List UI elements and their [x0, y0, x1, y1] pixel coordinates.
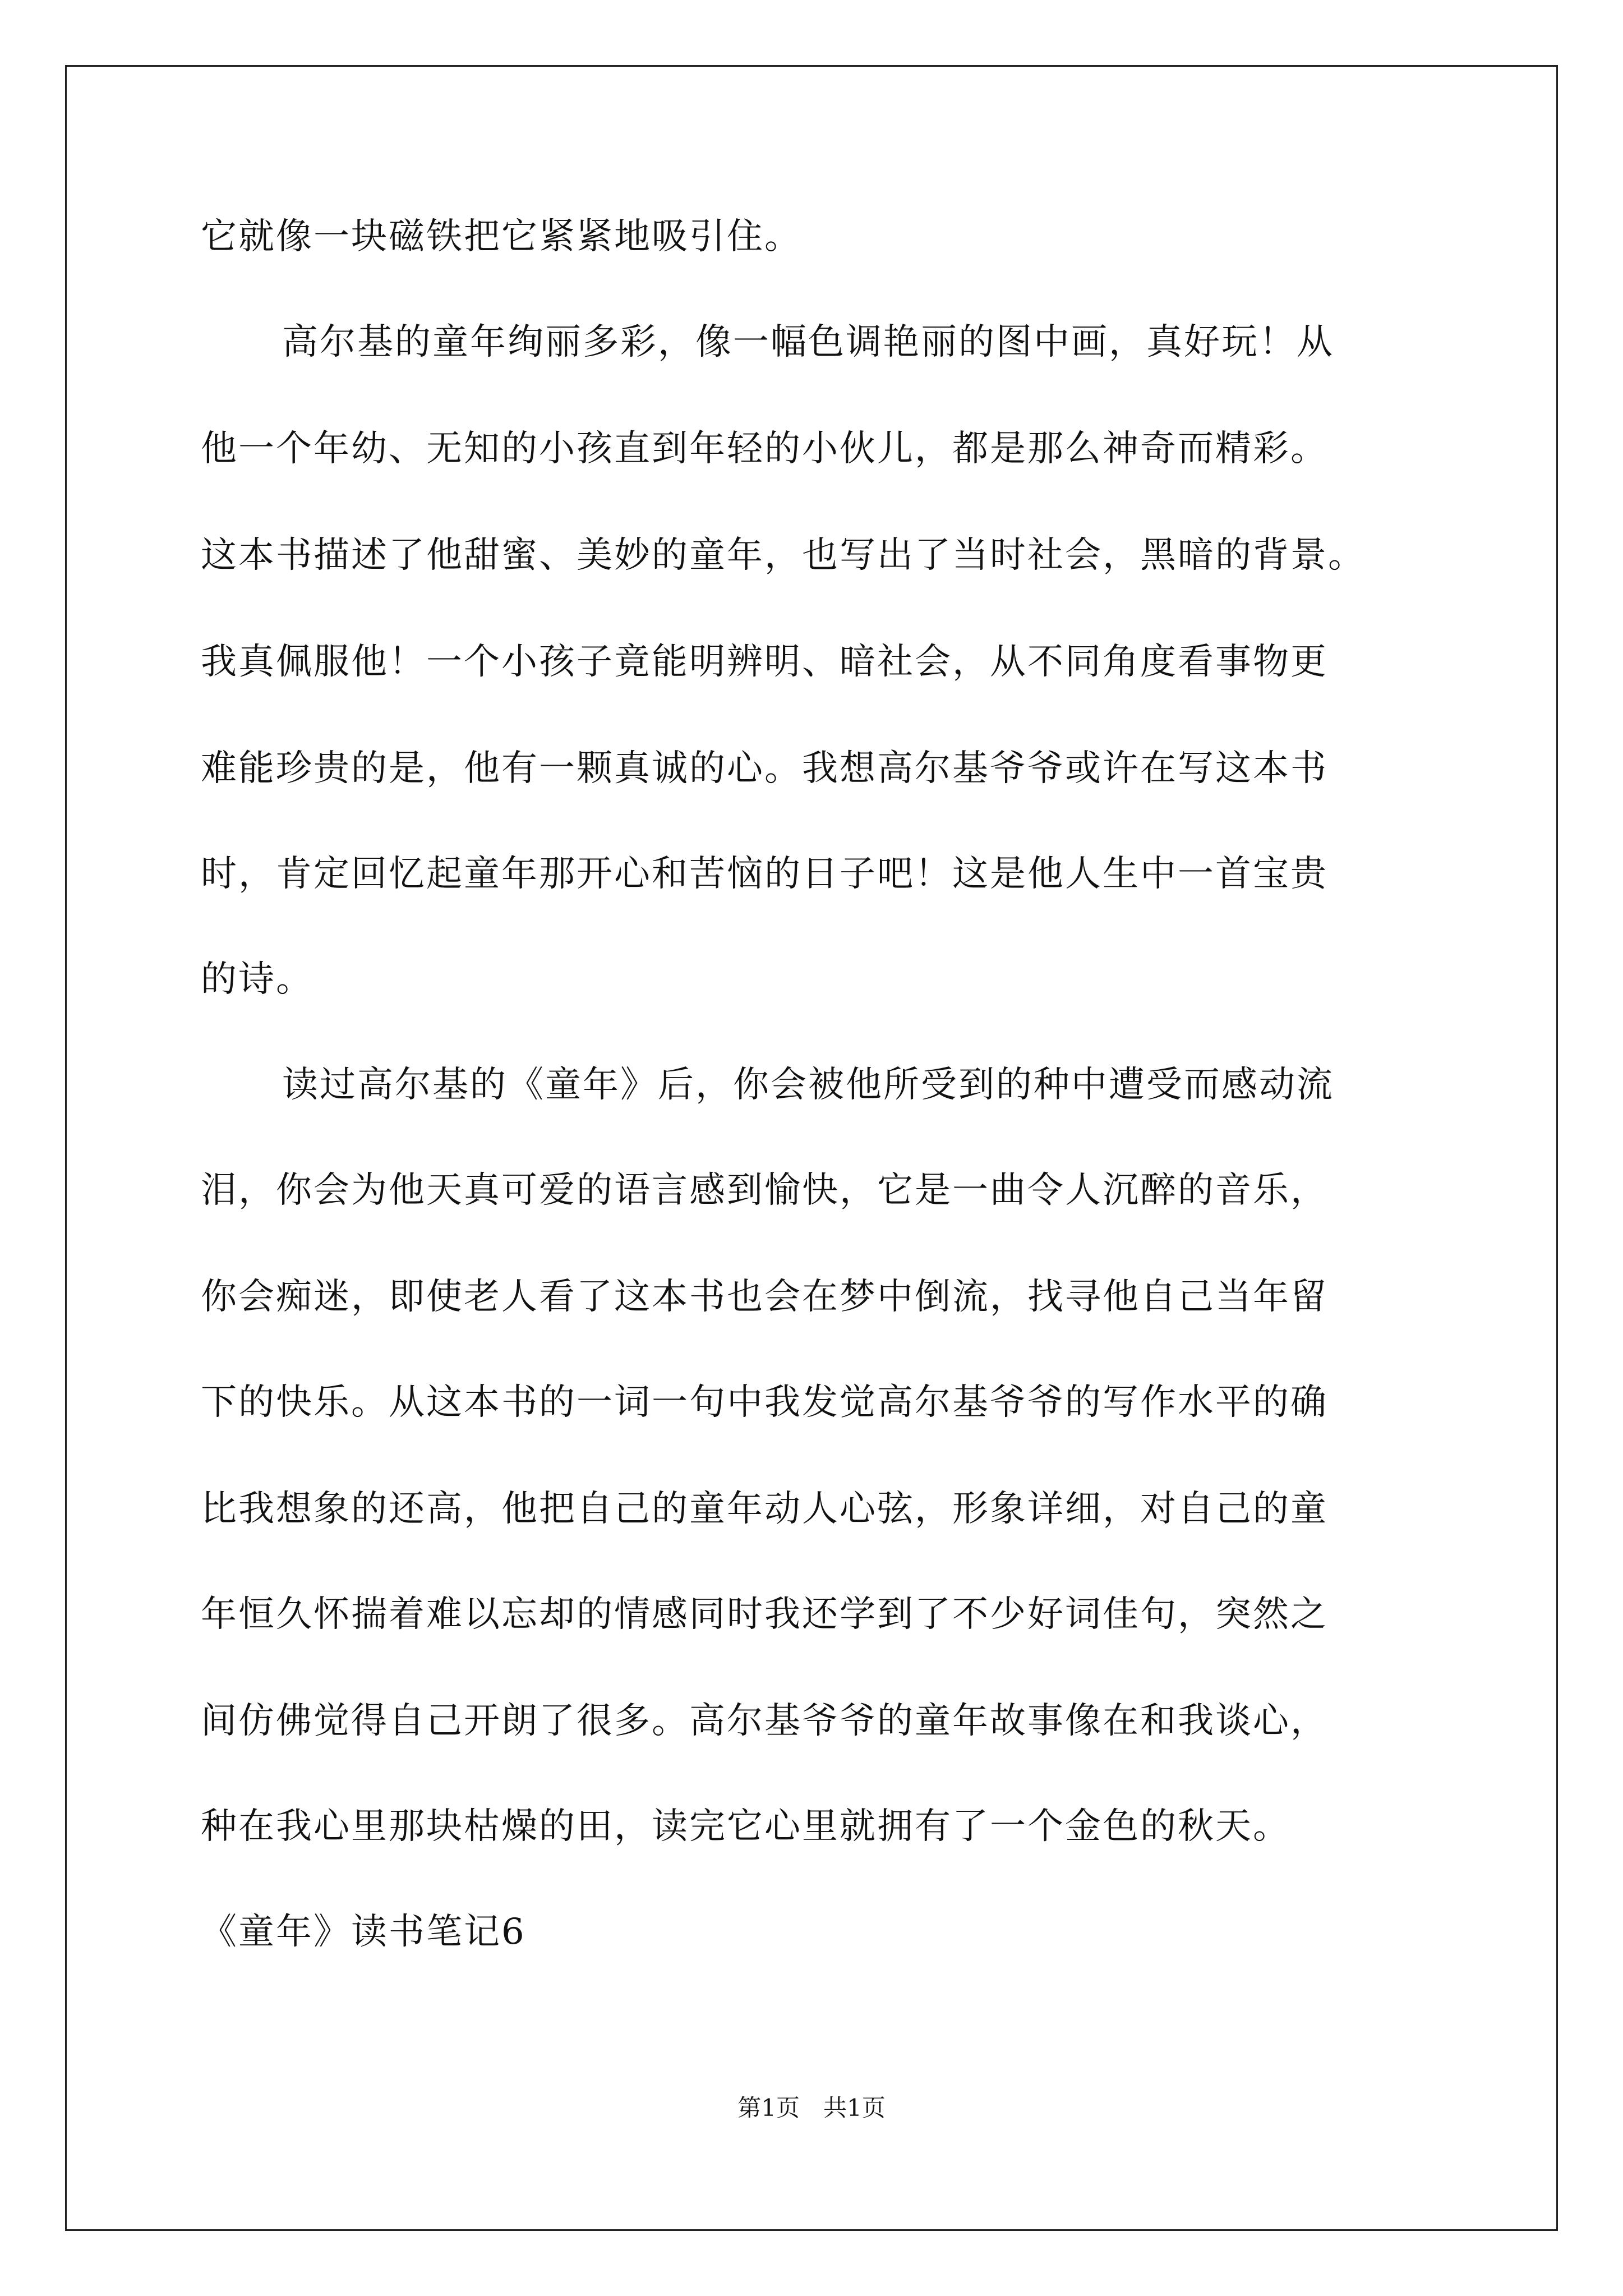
text-line-6: 难能珍贵的是，他有一颗真诚的心。我想高尔基爷爷或许在写这本书 — [201, 748, 1328, 789]
text-line-3: 他一个年幼、无知的小孩直到年轻的小伙儿，都是那么神奇而精彩。 — [201, 428, 1328, 470]
text-line-15: 间仿佛觉得自己开朗了很多。高尔基爷爷的童年故事像在和我谈心， — [201, 1700, 1328, 1742]
text-line-16: 种在我心里那块枯燥的田，读完它心里就拥有了一个金色的秋天。 — [201, 1806, 1290, 1847]
text-line-10: 泪，你会为他天真可爱的语言感到愉快，它是一曲令人沉醉的音乐， — [201, 1170, 1328, 1211]
text-line-14: 年恒久怀揣着难以忘却的情感同时我还学到了不少好词佳句，突然之 — [201, 1594, 1328, 1635]
text-line-1: 它就像一块磁铁把它紧紧地吸引住。 — [201, 216, 802, 257]
page-border — [65, 65, 1558, 2231]
text-line-4: 这本书描述了他甜蜜、美妙的童年，也写出了当时社会，黑暗的背景。 — [201, 535, 1366, 576]
text-line-9: 读过高尔基的《童年》后，你会被他所受到的种中遭受而感动流 — [282, 1064, 1334, 1106]
text-line-8: 的诗。 — [201, 959, 313, 1000]
text-line-2: 高尔基的童年绚丽多彩，像一幅色调艳丽的图中画，真好玩！从 — [282, 321, 1334, 363]
text-line-13: 比我想象的还高，他把自己的童年动人心弦，形象详细，对自己的童 — [201, 1488, 1328, 1530]
text-line-7: 时，肯定回忆起童年那开心和苦恼的日子吧！这是他人生中一首宝贵 — [201, 853, 1328, 895]
text-line-12: 下的快乐。从这本书的一词一句中我发觉高尔基爷爷的写作水平的确 — [201, 1382, 1328, 1423]
text-line-5: 我真佩服他！一个小孩子竟能明辨明、暗社会，从不同角度看事物更 — [201, 641, 1328, 683]
page-number-footer: 第1页 共1页 — [737, 2094, 886, 2122]
section-heading: 《童年》读书笔记6 — [201, 1911, 526, 1953]
text-line-11: 你会痴迷，即使老人看了这本书也会在梦中倒流，找寻他自己当年留 — [201, 1276, 1328, 1318]
